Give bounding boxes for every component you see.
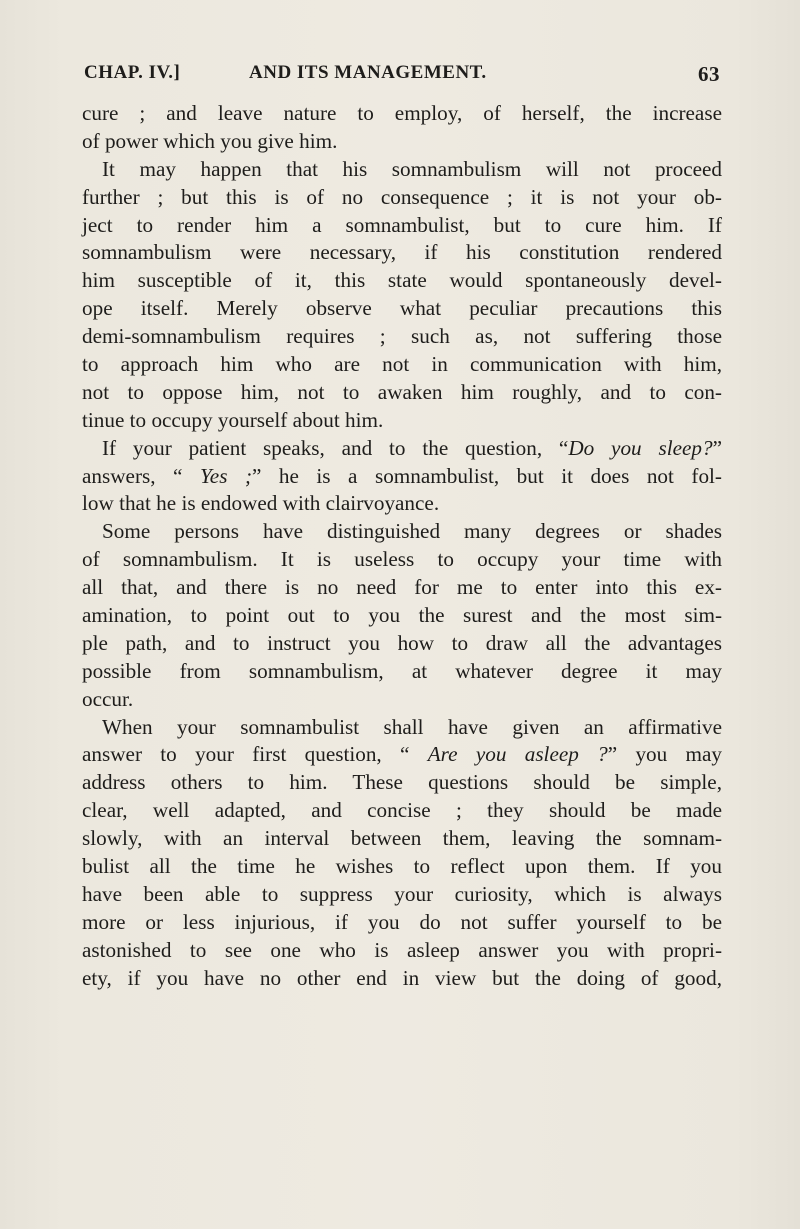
text-line: bulist all the time he wishes to reflect upon them. If you xyxy=(82,854,722,879)
paragraph-start-line: Some persons have distinguished many degrees or shades xyxy=(102,519,722,544)
paragraph-start-line: When your somnambulist shall have given an affirmative xyxy=(102,714,722,739)
text-line: clear, well adapted, and concise ; they should be made xyxy=(82,798,722,823)
text-segment: answer to your first question, “ xyxy=(82,742,428,767)
text-line: all that, and there is no need for me to enter into this ex- xyxy=(82,575,722,600)
italic-quote: Do you sleep? xyxy=(568,435,713,460)
italic-quote: Yes ; xyxy=(199,463,252,488)
text-line: address others to him. These questions should be simple, xyxy=(82,770,722,795)
body-text xyxy=(82,100,722,993)
text-line xyxy=(82,741,722,769)
text-line: of power which you give him. xyxy=(82,128,338,153)
text-line: amination, to point out to you the surest and the most sim- xyxy=(82,603,722,628)
text-line: more or less injurious, if you do not suffer yourself to be xyxy=(82,909,722,934)
text-line: low that he is endowed with clairvoyance. xyxy=(82,491,440,516)
text-line: tinue to occupy yourself about him. xyxy=(82,407,384,432)
text-line: of somnambulism. It is useless to occupy your time with xyxy=(82,547,722,572)
text-line: somnambulism were necessary, if his constitution rendered xyxy=(82,240,722,265)
text-line: have been able to suppress your curiosity, which is always xyxy=(82,881,722,906)
text-line: astonished to see one who is asleep answer you with propri- xyxy=(82,937,722,962)
text-line: cure ; and leave nature to employ, of herself, the increase xyxy=(82,101,722,125)
running-header xyxy=(84,62,720,92)
text-line: slowly, with an interval between them, leaving the somnam- xyxy=(82,826,722,851)
text-line: possible from somnambulism, at whatever degree it may xyxy=(82,658,722,683)
paragraph-start-line xyxy=(82,435,722,463)
text-line: not to oppose him, not to awaken him roughly, and to con- xyxy=(82,379,722,404)
text-segment: ” he is a somnambulist, but it does not fol- xyxy=(252,463,722,488)
text-line: him susceptible of it, this state would spontaneously devel- xyxy=(82,268,722,293)
text-line: to approach him who are not in communication with him, xyxy=(82,352,722,377)
text-line: ple path, and to instruct you how to draw all the advantages xyxy=(82,630,722,655)
text-line: further ; but this is of no consequence ; it is not your ob- xyxy=(82,184,722,209)
text-segment: answers, “ xyxy=(82,463,200,488)
text-line: demi-somnambulism requires ; such as, not suffering those xyxy=(82,324,722,349)
text-segment: If your patient speaks, and to the question, “ xyxy=(102,435,569,460)
page-number: 63 xyxy=(698,62,720,86)
paragraph-start-line: It may happen that his somnambulism will not proceed xyxy=(102,156,722,181)
text-segment: ” you may xyxy=(607,742,723,767)
running-title: AND ITS MANAGEMENT. xyxy=(249,62,487,83)
text-segment: ” xyxy=(712,435,722,460)
text-line xyxy=(82,463,722,491)
text-line: occur. xyxy=(82,686,134,711)
text-line: ety, if you have no other end in view but the doing of good, xyxy=(82,965,722,990)
italic-quote: Are you asleep ? xyxy=(427,742,608,767)
chapter-label: CHAP. IV.] xyxy=(84,62,181,83)
text-line: ject to render him a somnambulist, but to cure him. If xyxy=(82,212,722,237)
text-line: ope itself. Merely observe what peculiar precautions this xyxy=(82,296,722,321)
